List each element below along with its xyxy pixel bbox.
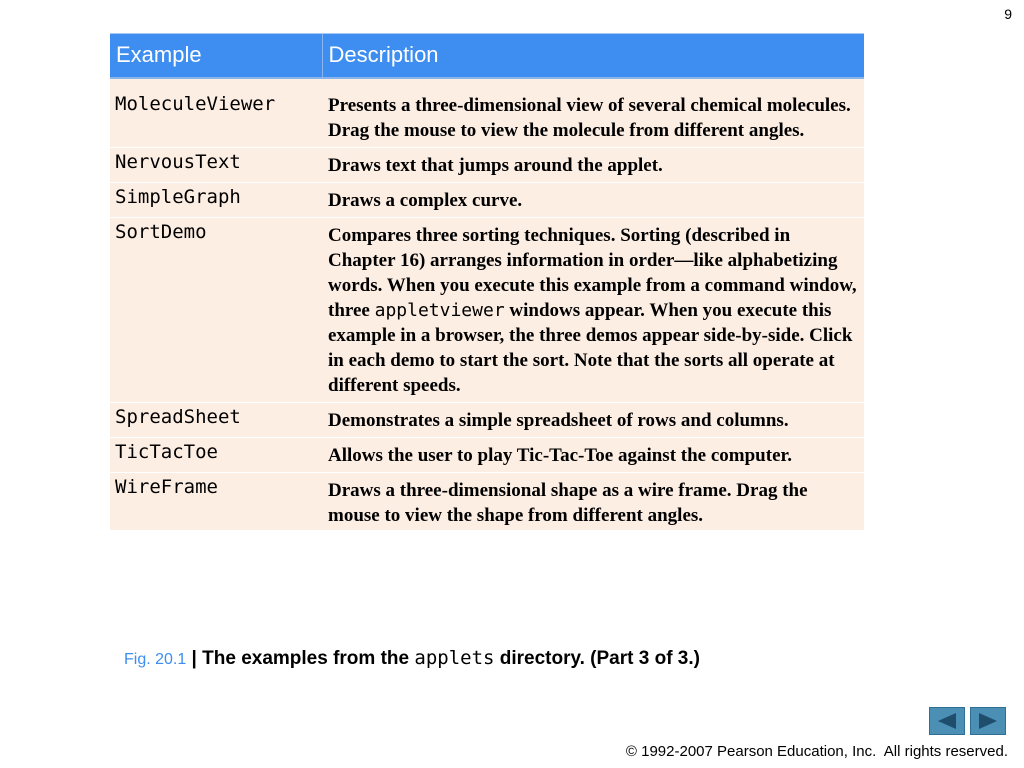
- example-name: WireFrame: [110, 472, 322, 530]
- description-text: Presents a three-dimensional view of several chemical molecules. Drag the mouse to view the molecule from different angles.: [328, 94, 851, 141]
- example-description: [322, 78, 864, 148]
- description-text-continued: windows appear. When you execute this example in a browser, the three demos appear side-by-side. Click in each demo to start the sort. Note that the sorts all operate at different speeds.: [328, 299, 853, 396]
- table-row: [110, 147, 864, 182]
- example-name: TicTacToe: [110, 437, 322, 472]
- example-name: NervousText: [110, 147, 322, 182]
- caption-text-before: The examples from the: [202, 648, 415, 669]
- examples-table-container: [110, 33, 864, 530]
- description-text: Draws text that jumps around the applet.: [328, 154, 663, 176]
- example-description: [322, 217, 864, 402]
- example-name: SpreadSheet: [110, 402, 322, 437]
- description-code: appletviewer: [374, 299, 505, 321]
- table-row: [110, 217, 864, 402]
- table-header-row: [110, 34, 864, 78]
- example-name: SimpleGraph: [110, 182, 322, 217]
- description-text: Compares three sorting techniques. Sorting (described in Chapter 16) arranges information in order—like alphabetizing words. When you execute this example from a command window, three: [328, 224, 857, 321]
- table-row: [110, 472, 864, 530]
- figure-label: Fig. 20.1: [124, 651, 187, 668]
- figure-caption: [124, 647, 700, 670]
- description-text: Demonstrates a simple spreadsheet of rows and columns.: [328, 409, 789, 431]
- example-description: [322, 182, 864, 217]
- table-row: [110, 182, 864, 217]
- caption-separator: |: [186, 648, 203, 669]
- description-text: Draws a three-dimensional shape as a wire frame. Drag the mouse to view the shape from different angles.: [328, 479, 808, 526]
- table-row: [110, 437, 864, 472]
- example-name: MoleculeViewer: [110, 78, 322, 148]
- header-description: Description: [322, 34, 864, 78]
- previous-slide-button[interactable]: [929, 707, 965, 735]
- examples-table: [110, 33, 864, 530]
- caption-text-after: directory. (Part 3 of 3.): [494, 648, 700, 669]
- copyright-notice: © 1992-2007 Pearson Education, Inc. All rights reserved.: [625, 743, 1008, 760]
- table-row: [110, 402, 864, 437]
- example-name: SortDemo: [110, 217, 322, 402]
- example-description: [322, 437, 864, 472]
- next-slide-button[interactable]: [970, 707, 1006, 735]
- example-description: [322, 147, 864, 182]
- example-description: [322, 402, 864, 437]
- slide-navigation: [929, 707, 1006, 735]
- header-example: Example: [110, 34, 322, 78]
- caption-code: applets: [414, 647, 495, 669]
- left-arrow-icon: [936, 712, 958, 730]
- table-row: [110, 78, 864, 148]
- description-text: Allows the user to play Tic-Tac-Toe against the computer.: [328, 444, 792, 466]
- example-description: [322, 472, 864, 530]
- description-text: Draws a complex curve.: [328, 189, 523, 211]
- page-number: 9: [1004, 6, 1012, 22]
- right-arrow-icon: [977, 712, 999, 730]
